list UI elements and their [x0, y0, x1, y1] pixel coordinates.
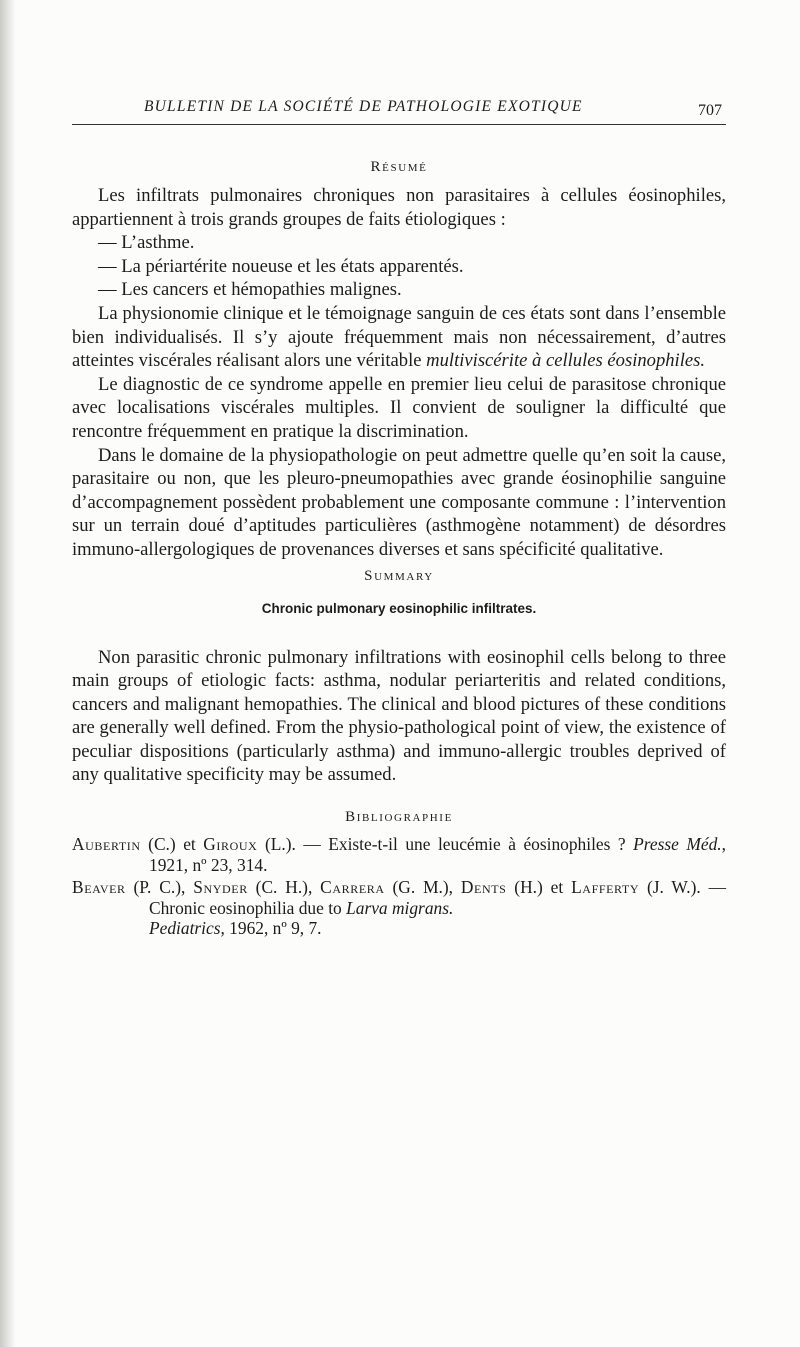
ref-text: (C. H.),	[247, 877, 321, 898]
document-page	[72, 92, 726, 941]
journal-title: BULLETIN DE LA SOCIÉTÉ DE PATHOLOGIE EXOTIQUE	[144, 98, 583, 115]
resume-paragraph-clinical	[72, 302, 726, 373]
ref-author: Giroux	[203, 834, 258, 855]
summary-subtitle: Chronic pulmonary eosinophilic infiltrates.	[261, 600, 537, 616]
resume-list-item: — Les cancers et hémopathies malignes.	[98, 279, 402, 301]
ref-author: Carrera	[320, 877, 385, 898]
resume-list-item: — L’asthme.	[98, 232, 195, 254]
ref-author: Aubertin	[72, 834, 141, 855]
ref-text: (C.) et	[140, 834, 204, 855]
ref-text: (H.) et	[506, 877, 572, 898]
page-number: 707	[698, 102, 722, 119]
resume-list-item: — La périartérite noueuse et les états apparentés.	[98, 255, 464, 277]
resume-italic-term: multiviscérite à cellules éosinophiles.	[426, 350, 706, 372]
resume-paragraph-clinical-text: La physionomie clinique et le témoignage sanguin de ces états sont dans l’ensemble bien individualisés. Il s’y ajoute fréquemment mais non nécessairement, d’autres atteintes viscérales réalisant alors une véritable	[72, 302, 726, 372]
ref-details: , 1921, nº 23, 314.	[149, 834, 726, 875]
page-spine-shadow	[0, 0, 16, 1347]
ref-journal: Pediatrics	[149, 918, 221, 939]
summary-paragraph: Non parasitic chronic pulmonary infiltrations with eosinophil cells belong to three main groups of etiologic facts: asthma, nodular periarteritis and related conditions, cancers and malignant hemopathies. The clinical and blood pictures of these conditions are generally well defined. From the physio-pathological point of view, the existence of peculiar dispositions (particularly asthma) and immuno-allergic troubles deprived of any qualitative specificity may be assumed.	[72, 646, 726, 786]
resume-intro-paragraph: Les infiltrats pulmonaires chroniques non parasitaires à cellules éosinophiles, appartiennent à trois grands groupes de faits étiologiques :	[72, 185, 726, 230]
ref-text: (P. C.),	[125, 877, 194, 898]
ref-author: Beaver	[72, 877, 126, 898]
resume-heading: Résumé	[370, 159, 428, 175]
ref-text: (J. W.). — Chronic eosinophilia due to	[149, 877, 726, 918]
ref-author: Dents	[460, 877, 507, 898]
bibliography-entry	[72, 877, 726, 939]
running-header	[72, 92, 726, 125]
resume-paragraph-diagnosis: Le diagnostic de ce syndrome appelle en premier lieu celui de parasitose chronique avec localisations viscérales multiples. Il convient de souligner la difficulté que rencontre fréquemment en pratique la discrimination.	[72, 373, 726, 442]
ref-italic-term: Larva migrans.	[346, 897, 454, 918]
ref-details: , 1962, nº 9, 7.	[220, 918, 322, 939]
bibliography-entry	[72, 834, 726, 875]
ref-text: (G. M.),	[384, 877, 461, 898]
ref-author: Snyder	[193, 877, 248, 898]
bibliography-heading: Bibliographie	[345, 809, 453, 826]
ref-author: Lafferty	[571, 877, 640, 898]
resume-paragraph-physiopathology: Dans le domaine de la physiopathologie on peut admettre quelle qu’en soit la cause, parasitaire ou non, que les pleuro-pneumopathies avec grande éosinophilie sanguine d’accompagnement possèdent probablement une composante commune : l’intervention sur un terrain doué d’aptitudes particulières (asthmogène notamment) de désordres immuno-allergologiques de provenances diverses et sans spécificité qualitative.	[72, 444, 726, 560]
summary-heading: Summary	[364, 567, 434, 584]
ref-journal: Presse Méd.	[633, 834, 722, 855]
ref-text: (L.). — Existe-t-il une leucémie à éosinophiles ?	[257, 834, 634, 855]
